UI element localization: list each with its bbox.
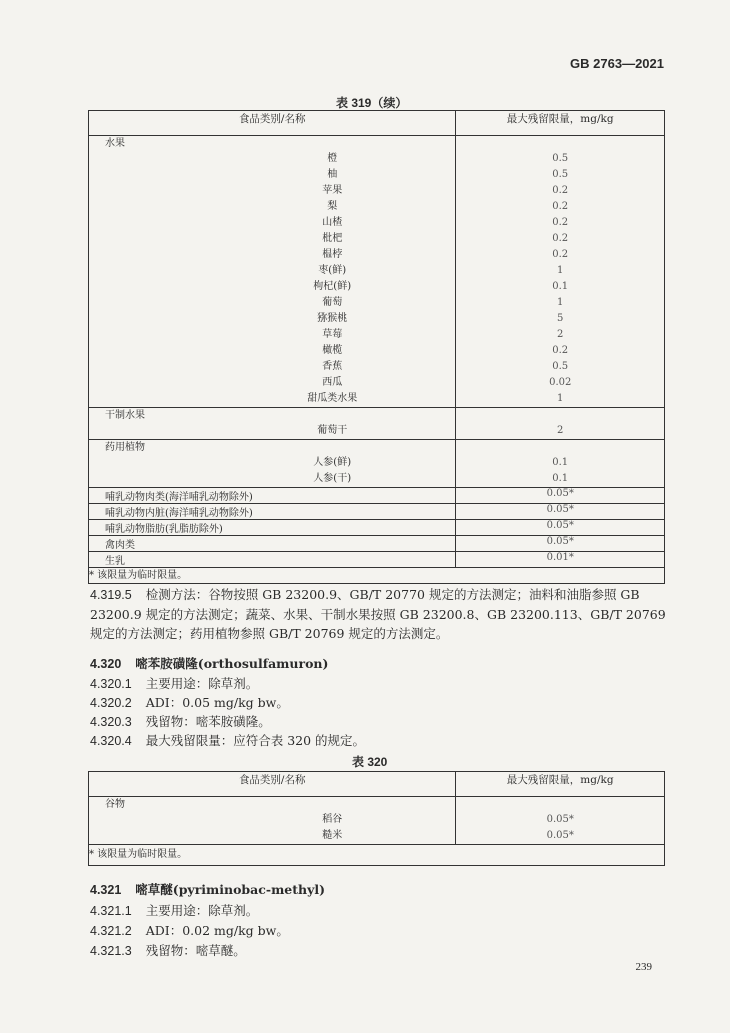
section-4-321-heading (90, 880, 325, 898)
table-row (89, 504, 665, 520)
clause-line: 4.320.4 最大残留限量：应符合表 320 的规定。 (90, 733, 366, 748)
item-value: 0.05* (546, 814, 574, 825)
item-value: 0.5 (552, 361, 569, 372)
standard-number: GB 2763—2021 (570, 56, 664, 71)
item-value: 0.2 (552, 233, 569, 244)
item-value: 0.01* (456, 552, 665, 568)
clause-line: 4.320.1 主要用途：除草剂。 (90, 676, 259, 691)
item-value: 0.2 (552, 201, 569, 212)
section-number: 4.319.5 (90, 588, 132, 602)
item-name: 生乳 (89, 552, 456, 568)
paragraph-4-319-5 (90, 585, 670, 643)
item-value: 0.05* (456, 504, 665, 520)
section-number: 4.320 (90, 657, 122, 671)
item-name: 稻谷 (322, 814, 343, 825)
item-name: 枇杷 (322, 233, 343, 244)
item-name: 橄榄 (322, 345, 343, 356)
clause-line: 4.321.1 主要用途：除草剂。 (90, 903, 259, 918)
table-header-row (89, 772, 665, 797)
item-name: 柚 (327, 169, 338, 180)
table-note-row (89, 845, 665, 866)
item-value: 0.5 (552, 169, 569, 180)
clause-line: 4.321.2 ADI：0.02 mg/kg bw。 (90, 923, 289, 938)
clause-line: 4.320.3 残留物：嘧苯胺磺隆。 (90, 714, 271, 729)
item-name: 榅桲 (322, 249, 343, 260)
item-name: 枸杞(鲜) (313, 281, 352, 292)
item-name: 西瓜 (322, 377, 343, 388)
table-row (89, 520, 665, 536)
item-value: 0.2 (552, 185, 569, 196)
item-value: 1 (557, 265, 564, 276)
item-value: 0.1 (552, 281, 569, 292)
table-footnote: * 该限量为临时限量。 (89, 845, 665, 866)
item-name: 枣(鲜) (318, 265, 347, 276)
section-title: 嘧苯胺磺隆(orthosulfamuron) (135, 656, 329, 671)
item-name: 梨 (327, 201, 338, 212)
table-320 (88, 771, 665, 866)
table-319 (88, 110, 665, 584)
table-row (89, 536, 665, 552)
section-title: 嘧草醚(pyriminobac-methyl) (135, 882, 326, 897)
item-name: 禽肉类 (89, 536, 456, 552)
item-name: 猕猴桃 (317, 313, 348, 324)
table-row-group (89, 797, 665, 845)
column-header-limit: 最大残留限量，mg/kg (456, 772, 665, 797)
table-row-group (89, 408, 665, 440)
group-name: 药用植物 (105, 442, 145, 453)
item-name: 糙米 (322, 830, 343, 841)
group-name: 谷物 (105, 799, 125, 810)
table-319-caption: 表 319（续） (336, 96, 408, 110)
item-value: 0.1 (552, 473, 569, 484)
table-row (89, 552, 665, 568)
item-name: 苹果 (322, 185, 343, 196)
item-name: 哺乳动物肉类(海洋哺乳动物除外) (89, 488, 456, 504)
page-number: 239 (635, 961, 652, 973)
column-header-category: 食品类别/名称 (89, 772, 456, 797)
item-name: 葡萄 (322, 297, 343, 308)
table-note-row (89, 568, 665, 584)
clause-line: 4.321.3 残留物：嘧草醚。 (90, 943, 246, 958)
item-value: 0.2 (552, 217, 569, 228)
table-row-group (89, 440, 665, 488)
item-name: 人参(鲜) (313, 457, 352, 468)
item-value: 0.5 (552, 153, 569, 164)
item-value: 0.02 (549, 377, 572, 388)
table-header-row (89, 111, 665, 136)
item-name: 葡萄干 (317, 425, 348, 436)
item-name: 甜瓜类水果 (307, 393, 358, 404)
item-value: 1 (557, 297, 564, 308)
item-value: 2 (557, 425, 564, 436)
paragraph-text: 检测方法：谷物按照 GB 23200.9、GB/T 20770 规定的方法测定；油料和油脂参照 GB 23200.9 规定的方法测定；蔬菜、水果、干制水果按照 GB 23200.8、GB 23200.113、GB/T 20769 规定的方法测定；药用植物参照 GB/T 20769 规定的方法测定。 (90, 587, 666, 641)
item-name: 哺乳动物内脏(海洋哺乳动物除外) (89, 504, 456, 520)
clause-line: 4.320.2 ADI：0.05 mg/kg bw。 (90, 695, 289, 710)
group-name: 水果 (105, 138, 125, 149)
group-name: 干制水果 (105, 410, 145, 421)
table-row-group (89, 136, 665, 408)
section-number: 4.321 (90, 883, 122, 897)
item-value: 5 (557, 313, 564, 324)
item-name: 香蕉 (322, 361, 343, 372)
item-value: 2 (557, 329, 564, 340)
item-value: 0.05* (546, 830, 574, 841)
item-value: 0.2 (552, 345, 569, 356)
item-value: 0.05* (456, 488, 665, 504)
item-name: 橙 (327, 153, 338, 164)
item-name: 山楂 (322, 217, 343, 228)
column-header-category: 食品类别/名称 (89, 111, 456, 136)
table-row (89, 488, 665, 504)
item-value: 0.1 (552, 457, 569, 468)
item-name: 哺乳动物脂肪(乳脂肪除外) (89, 520, 456, 536)
item-value: 0.2 (552, 249, 569, 260)
item-name: 人参(干) (313, 473, 352, 484)
section-4-320-heading (90, 654, 328, 672)
item-name: 草莓 (322, 329, 343, 340)
item-value: 1 (557, 393, 564, 404)
table-footnote: * 该限量为临时限量。 (89, 568, 665, 584)
table-320-caption: 表 320 (352, 755, 388, 769)
column-header-limit: 最大残留限量，mg/kg (456, 111, 665, 136)
item-value: 0.05* (456, 520, 665, 536)
item-value: 0.05* (456, 536, 665, 552)
